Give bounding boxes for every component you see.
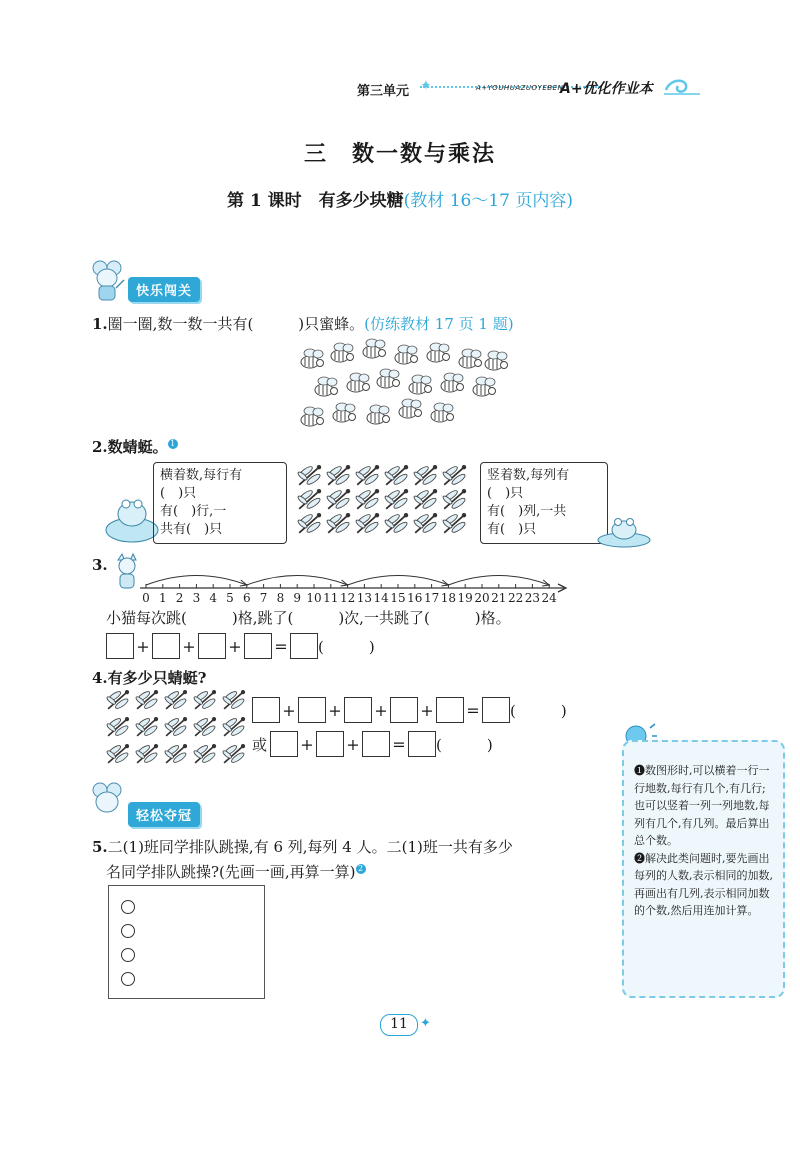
dragonfly-icon <box>297 489 322 510</box>
bee-icon <box>441 373 464 392</box>
dragonfly-icon <box>297 513 322 534</box>
tip-1: ❶数图形时,可以横着一行一行地数,每行有几个,有几行;也可以竖着一列一列地数,每列有几个,有几列。最后算出总个数。 <box>634 764 770 847</box>
bee-icon <box>347 373 370 392</box>
q2-right-line-3: 有( )列,一共 <box>487 504 567 519</box>
answer-box[interactable] <box>344 697 372 723</box>
drawing-area[interactable] <box>108 885 265 999</box>
dragonfly-icon <box>442 513 467 534</box>
q2-right-box <box>480 462 608 544</box>
tick-label: 17 <box>423 591 440 604</box>
bee-icon <box>315 377 338 396</box>
q2-number: 2. <box>92 438 108 456</box>
q1-text: 圈一圈,数一数一共有( )只蜜蜂。 <box>107 315 365 333</box>
dragonfly-icon <box>193 744 216 764</box>
q2-left-line-3: 有( )行,一 <box>160 504 227 519</box>
star-icon: ✦ <box>420 1016 431 1031</box>
dragonfly-icon <box>442 489 467 510</box>
bee-icon <box>377 369 400 388</box>
bees-illustration <box>292 334 512 434</box>
header-pinyin: A+YOUHUAZUOYEBEN <box>476 84 564 92</box>
dragonfly-icon <box>326 465 351 486</box>
answer-box[interactable] <box>316 731 344 757</box>
section-badge-1: 快乐闯关 <box>128 277 200 302</box>
dragonfly-icon <box>413 513 438 534</box>
dragonfly-icon <box>384 489 409 510</box>
q4-text: 有多少只蜻蜓? <box>107 669 207 687</box>
bee-icon <box>301 407 324 426</box>
tick-label: 8 <box>276 591 285 604</box>
answer-box[interactable] <box>290 633 318 659</box>
dragonfly-icon <box>326 513 351 534</box>
dragonfly-icon <box>106 690 129 710</box>
page-number: 11 <box>380 1014 418 1036</box>
q2-left-line-2: ( )只 <box>160 486 197 501</box>
dragonfly-icon <box>193 717 216 737</box>
question-1 <box>92 313 514 334</box>
q3-number: 3. <box>92 556 108 574</box>
dragonfly-icon <box>193 690 216 710</box>
dragonfly-icon <box>106 744 129 764</box>
q2-right-line-2: ( )只 <box>487 486 524 501</box>
person-circle <box>121 972 135 986</box>
answer-box[interactable] <box>436 697 464 723</box>
bee-icon <box>395 345 418 364</box>
dragonfly-icon <box>135 690 158 710</box>
tick-label: 9 <box>293 591 302 604</box>
bee-icon <box>409 375 432 394</box>
header-brand: A+优化作业本 <box>560 81 653 97</box>
swirl-logo-icon <box>662 76 702 98</box>
q2-right-line-4: 有( )只 <box>487 522 537 537</box>
question-3 <box>92 556 108 574</box>
answer-box[interactable] <box>482 697 510 723</box>
answer-box[interactable] <box>198 633 226 659</box>
answer-box[interactable] <box>244 633 272 659</box>
tick-label: 22 <box>507 591 524 604</box>
unit-title: 三 数一数与乘法 <box>303 141 496 167</box>
answer-box[interactable] <box>408 731 436 757</box>
tick-label: 1 <box>158 591 167 604</box>
dragonfly-icon <box>135 717 158 737</box>
tick-label: 15 <box>390 591 406 604</box>
answer-box[interactable] <box>252 697 280 723</box>
answer-box[interactable] <box>152 633 180 659</box>
answer-box[interactable] <box>298 697 326 723</box>
tick-label: 4 <box>209 591 218 604</box>
question-2 <box>92 436 178 457</box>
lesson-source: (教材 16～17 页内容) <box>403 191 573 211</box>
q2-left-line-4: 共有( )只 <box>160 522 223 537</box>
answer-box[interactable] <box>106 633 134 659</box>
jump-arc <box>448 576 549 586</box>
bee-icon <box>331 343 354 362</box>
bee-icon <box>459 349 482 368</box>
bee-icon <box>367 405 390 424</box>
lesson-title <box>0 186 800 211</box>
tick-label: 7 <box>259 591 268 604</box>
dragonfly-icon <box>164 744 187 764</box>
dragonfly-icon <box>355 465 380 486</box>
tips-sidebar <box>622 740 785 998</box>
person-circle <box>121 900 135 914</box>
tick-label: 18 <box>440 591 457 604</box>
answer-box[interactable] <box>390 697 418 723</box>
dragonfly-icon <box>326 489 351 510</box>
q2-text: 数蜻蜓。 <box>107 438 168 456</box>
tick-label: 20 <box>474 591 490 604</box>
q1-source: (仿练教材 17 页 1 题) <box>364 315 514 333</box>
dragonfly-icon <box>222 690 245 710</box>
tick-label: 21 <box>491 591 507 604</box>
dragonfly-icon <box>413 465 438 486</box>
jump-arc <box>348 576 449 586</box>
tick-label: 19 <box>457 591 473 604</box>
dragonfly-icon <box>442 465 467 486</box>
number-line <box>138 568 570 604</box>
tick-label: 10 <box>306 591 322 604</box>
q4-equation-2: 或 + + = ( ) <box>252 731 493 757</box>
q2-left-box <box>153 462 287 544</box>
q2-right-line-1: 竖着数,每列有 <box>487 468 570 483</box>
dragonfly-icon <box>164 690 187 710</box>
person-circle <box>121 924 135 938</box>
answer-box[interactable] <box>362 731 390 757</box>
tick-label: 13 <box>356 591 373 604</box>
dragonfly-icon <box>413 489 438 510</box>
jump-arc <box>247 576 348 586</box>
dragonfly-icon <box>222 744 245 764</box>
dragonfly-icon <box>297 465 322 486</box>
mouse-mascot-icon <box>88 258 126 302</box>
q4-unit-paren-2: ( ) <box>436 735 493 754</box>
tick-label: 3 <box>192 591 201 604</box>
header-unit: 第三单元 <box>357 84 410 99</box>
question-4 <box>92 667 206 688</box>
person-circle <box>121 948 135 962</box>
dragonfly-icon <box>222 717 245 737</box>
bee-icon <box>333 403 356 422</box>
q4-equation-1: + + + + = ( ) <box>252 697 567 723</box>
jump-arc <box>146 576 247 586</box>
tip-2: ❷解决此类问题时,要先画出每列的人数,表示相同的加数,再画出有几列,表示相同加数的个数,然后用连加计算。 <box>634 851 773 917</box>
dragonfly-icon <box>106 717 129 737</box>
tick-label: 23 <box>524 591 541 604</box>
q5-line-2: 名同学排队跳操?(先画一画,再算一算) <box>106 863 356 881</box>
dragonfly-icon <box>135 744 158 764</box>
dragonflies-illustration <box>104 688 254 770</box>
tick-label: 6 <box>242 591 251 604</box>
tick-label: 14 <box>373 591 389 604</box>
q4-unit-paren-1: ( ) <box>510 701 567 720</box>
section-badge-2: 轻松夺冠 <box>128 802 200 827</box>
q2-left-line-1: 横着数,每行有 <box>160 468 243 483</box>
bee-icon <box>363 339 386 358</box>
tick-label: 0 <box>142 591 150 604</box>
dragonfly-grid-illustration <box>295 463 475 537</box>
dragonfly-icon <box>355 513 380 534</box>
bee-icon <box>301 349 324 368</box>
lesson-title-text: 第 1 课时 有多少块糖 <box>226 191 404 211</box>
answer-box[interactable] <box>270 731 298 757</box>
tick-label: 11 <box>323 591 339 604</box>
q3-unit-paren: ( ) <box>318 637 375 656</box>
tick-label: 24 <box>541 591 557 604</box>
bee-icon <box>431 403 454 422</box>
bee-icon <box>427 343 450 362</box>
tick-label: 2 <box>175 591 184 604</box>
star-icon: ✦ <box>420 78 432 94</box>
q5-line-1: 二(1)班同学排队跳操,有 6 列,每列 4 人。二(1)班一共有多少 <box>107 838 513 856</box>
bee-icon <box>399 399 422 418</box>
q3-equation: + + + = ( ) <box>106 633 375 659</box>
q5-number: 5. <box>92 838 108 856</box>
dragonfly-icon <box>384 513 409 534</box>
q1-number: 1. <box>92 315 108 333</box>
q5-note-mark: 2 <box>356 864 366 874</box>
frog-icon <box>596 512 652 548</box>
dragonfly-icon <box>355 489 380 510</box>
q4-or: 或 <box>252 735 268 754</box>
dragonfly-icon <box>164 717 187 737</box>
bee-icon <box>485 351 508 370</box>
dragonfly-icon <box>384 465 409 486</box>
tick-label: 12 <box>339 591 356 604</box>
tick-label: 5 <box>226 591 234 604</box>
tick-label: 16 <box>407 591 423 604</box>
q2-note-mark: 1 <box>168 439 178 449</box>
q3-text: 小猫每次跳( )格,跳了( )次,一共跳了( )格。 <box>106 609 511 627</box>
mouse-mascot-icon <box>88 780 126 818</box>
question-5 <box>92 835 592 885</box>
bee-icon <box>473 377 496 396</box>
frog-on-leaf-icon <box>104 488 160 544</box>
q4-number: 4. <box>92 669 108 687</box>
